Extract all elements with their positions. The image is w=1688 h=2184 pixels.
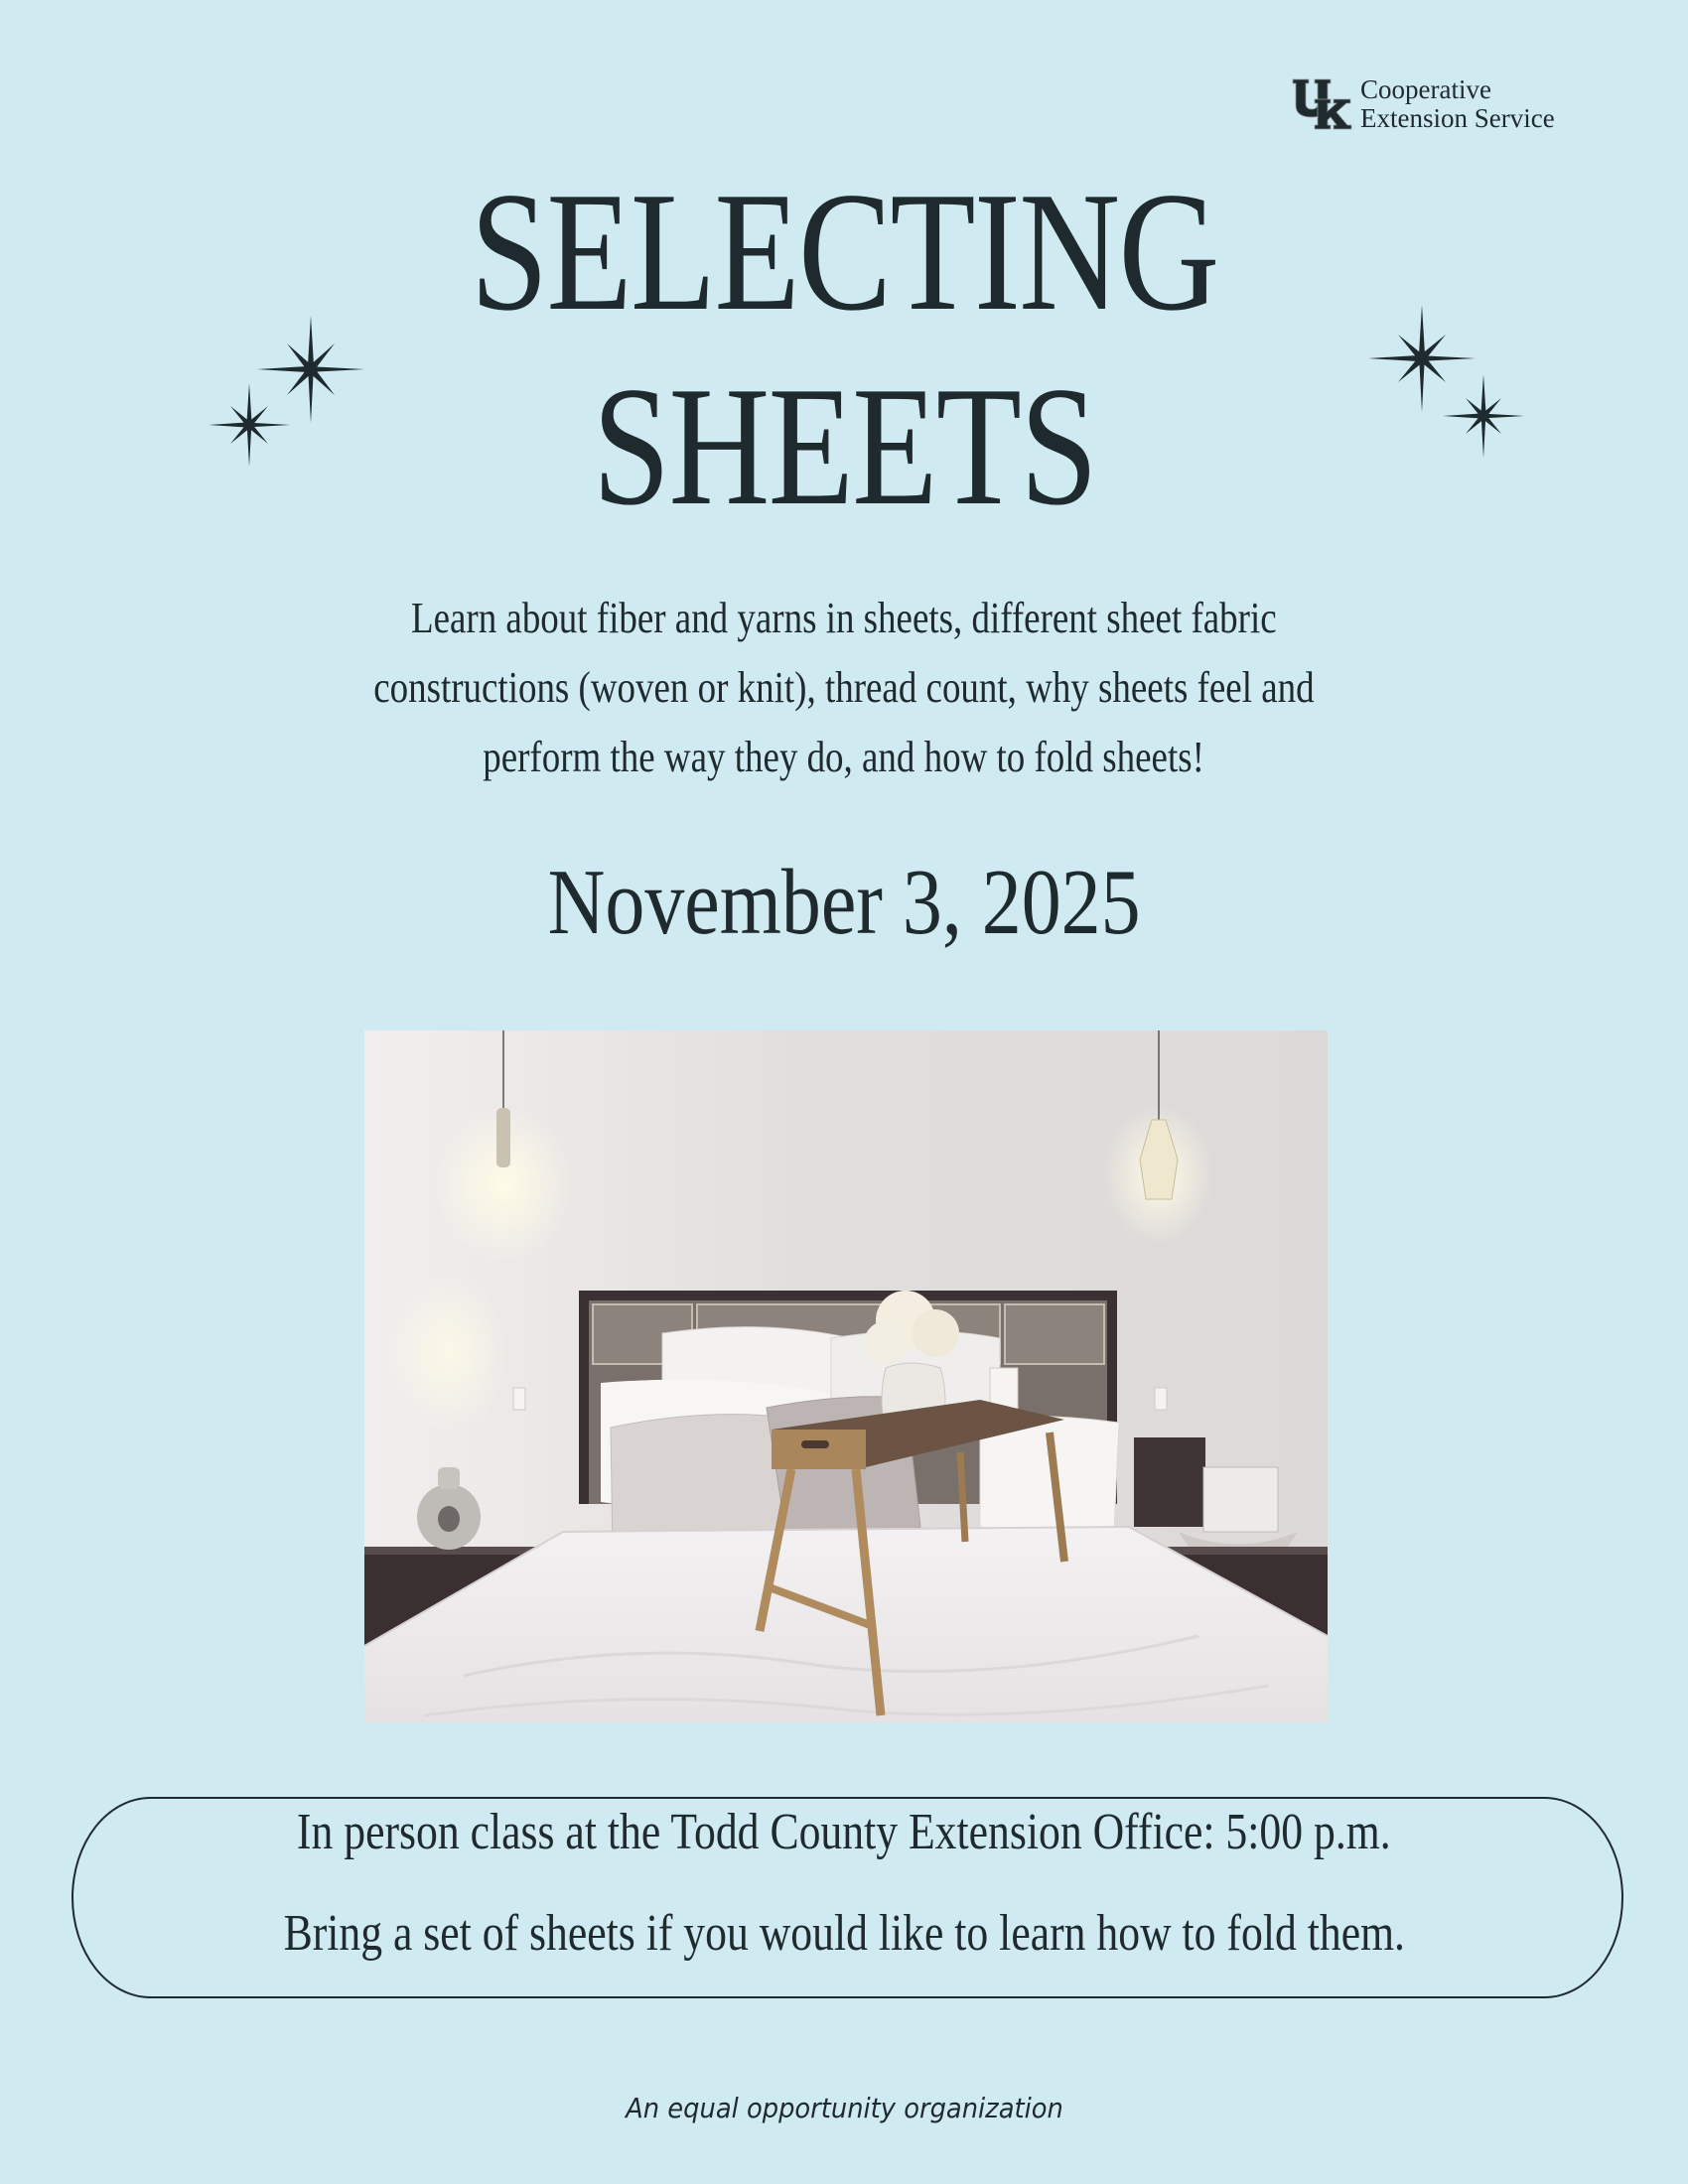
uk-logo-icon — [1291, 77, 1354, 131]
title-text-sheets: SHEETS — [592, 352, 1096, 541]
event-bring-text: Bring a set of sheets if you would like to learn how to fold them. — [283, 1905, 1405, 1962]
event-date-text: November 3, 2025 — [547, 851, 1141, 954]
sparkle-icon — [1441, 372, 1526, 460]
org-name — [1360, 75, 1555, 133]
description-line — [0, 733, 1688, 781]
uk-cooperative-extension-logo — [1291, 75, 1609, 133]
bedroom-photo — [364, 1030, 1328, 1722]
sparkle-icon — [207, 381, 292, 469]
description-line — [0, 663, 1688, 712]
title-text-selecting: SELECTING — [470, 158, 1218, 346]
event-date — [0, 851, 1688, 954]
org-name-line2: Extension Service — [1360, 103, 1555, 133]
description-text: perform the way they do, and how to fold sheets! — [483, 733, 1205, 781]
event-location-text: In person class at the Todd County Extension Office: 5:00 p.m. — [297, 1804, 1391, 1860]
bedroom-illustration — [364, 1030, 1328, 1722]
org-name-line1: Cooperative — [1360, 74, 1491, 104]
footer-equal-opportunity — [0, 2093, 1688, 2124]
event-bring-note — [0, 1905, 1688, 1962]
description-text: constructions (woven or knit), thread count, why sheets feel and — [373, 663, 1315, 712]
event-location-time — [0, 1804, 1688, 1860]
description-text: Learn about fiber and yarns in sheets, different sheet fabric — [411, 594, 1277, 642]
description-line — [0, 594, 1688, 642]
footer-text: An equal opportunity organization — [625, 2092, 1063, 2124]
